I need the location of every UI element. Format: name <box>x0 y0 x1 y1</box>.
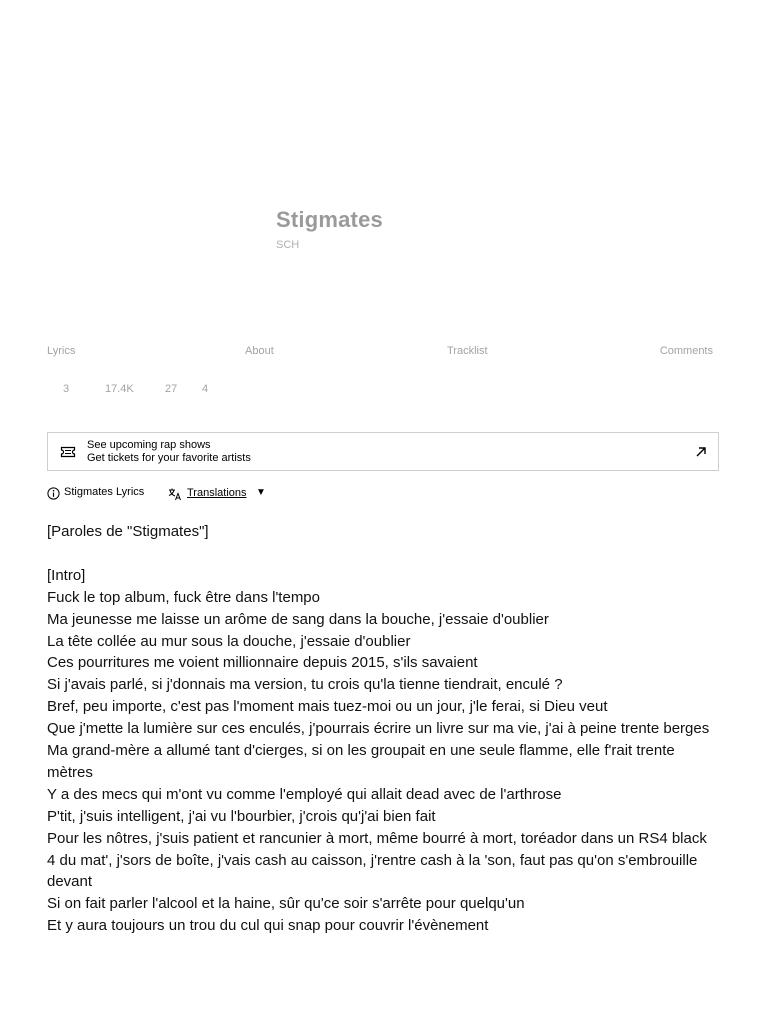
lyric-line[interactable]: Fuck le top album, fuck être dans l'tempo <box>47 588 320 606</box>
upcoming-shows-banner[interactable] <box>47 432 719 471</box>
lyric-line[interactable]: Y a des mecs qui m'ont vu comme l'employé qui allait dead avec de l'arthrose <box>47 785 562 803</box>
ticket-icon <box>60 445 76 459</box>
banner-subtitle: Get tickets for your favorite artists <box>87 452 251 464</box>
lyric-line[interactable]: Et y aura toujours un trou du cul qui snap pour couvrir l'évènement <box>47 917 489 935</box>
lyric-line[interactable]: P'tit, j'suis intelligent, j'ai vu l'bourbier, j'crois qu'j'ai bien fait <box>47 807 436 825</box>
info-icon[interactable] <box>47 487 60 500</box>
tab-lyrics[interactable]: Lyrics <box>47 345 76 357</box>
lyric-line[interactable]: [Intro] <box>47 566 86 584</box>
stat-value: 4 <box>202 383 209 395</box>
lyric-line[interactable]: Ma jeunesse me laisse un arôme de sang dans la bouche, j'essaie d'oublier <box>47 610 549 628</box>
arrow-up-right-icon <box>694 445 708 459</box>
song-header <box>0 0 768 300</box>
lyric-line[interactable]: 4 du mat', j'sors de boîte, j'vais cash au caisson, j'rentre cash à la 'son, faut pas qu'on s'embrouille devant <box>47 851 698 891</box>
song-title: Stigmates <box>276 207 383 232</box>
lyric-line[interactable]: Que j'mette la lumière sur ces enculés, j'pourrais écrire un livre sur ma vie, j'ai à peine trente berges <box>47 720 710 738</box>
lyric-line[interactable]: La tête collée au mur sous la douche, j'essaie d'oublier <box>47 632 411 650</box>
lyrics-body <box>47 521 712 937</box>
lyric-line[interactable]: Ma grand-mère a allumé tant d'cierges, si on les groupait en une seule flamme, elle f'rait trente mètres <box>47 742 675 781</box>
lyric-line[interactable]: Ces pourritures me voient millionnaire depuis 2015, s'ils savaient <box>47 654 478 672</box>
stat-value: 27 <box>165 383 178 395</box>
translations-dropdown[interactable]: Translations <box>187 487 247 499</box>
lyric-line[interactable]: Bref, peu importe, c'est pas l'moment mais tuez-moi ou un jour, j'le ferai, si Dieu veut <box>47 698 608 716</box>
chevron-down-icon[interactable]: ▼ <box>256 487 266 498</box>
lyric-line[interactable]: Si on fait parler l'alcool et la haine, sûr qu'ce soir s'arrête pour quelqu'un <box>47 895 525 913</box>
translate-icon <box>168 487 182 501</box>
lyric-line[interactable]: Si j'avais parlé, si j'donnais ma version, tu crois qu'la tienne tiendrait, enculé ? <box>47 676 563 694</box>
lyrics-heading: Stigmates Lyrics <box>64 486 145 498</box>
lyric-line[interactable] <box>47 543 712 565</box>
tab-tracklist[interactable]: Tracklist <box>447 345 488 357</box>
section-tabs <box>47 345 713 361</box>
lyric-line[interactable]: Pour les nôtres, j'suis patient et rancunier à mort, même bourré à mort, toréador dans un RS4 black <box>47 829 707 847</box>
lyric-line[interactable]: [Paroles de "Stigmates"] <box>47 523 209 540</box>
stat-value: 17.4K <box>105 383 134 395</box>
tab-about[interactable]: About <box>245 345 274 357</box>
tab-comments[interactable]: Comments <box>659 345 713 357</box>
stat-value: 3 <box>63 383 70 395</box>
banner-title: See upcoming rap shows <box>87 439 211 451</box>
song-artist[interactable]: SCH <box>276 239 300 251</box>
